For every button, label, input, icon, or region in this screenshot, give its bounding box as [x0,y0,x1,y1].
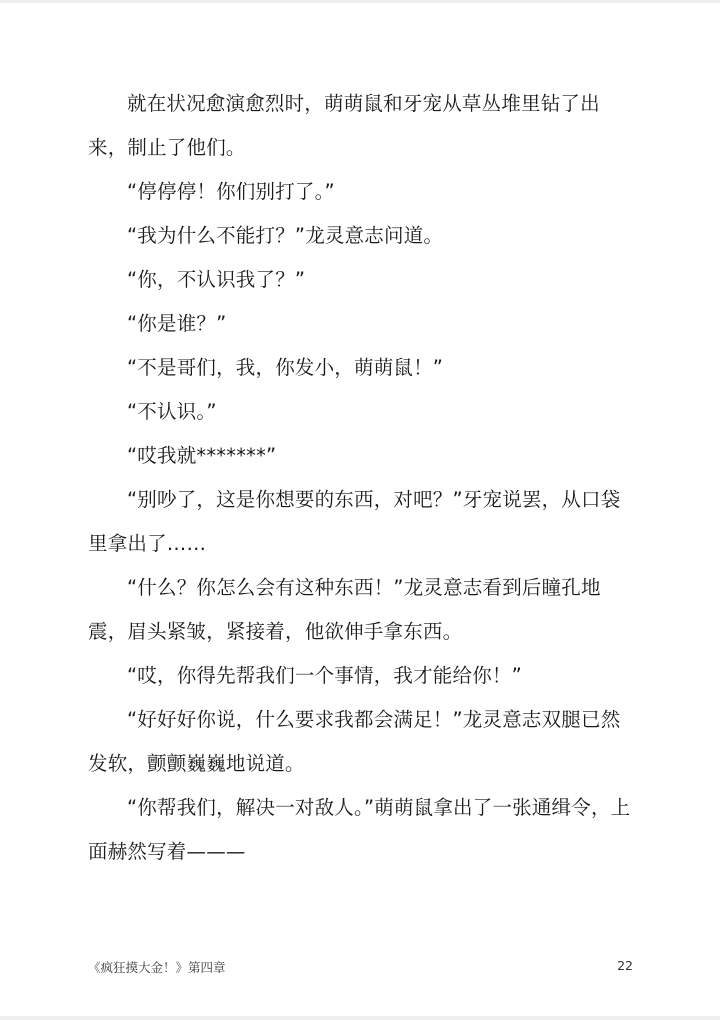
paragraph: “你，不认识我了？” [127,268,306,291]
paragraph: 就在状况愈演愈烈时，萌萌鼠和牙宠从草丛堆里钻了出来，制止了他们。 [88,92,600,159]
paragraph: “哎，你得先帮我们一个事情，我才能给你！” [127,664,522,687]
paragraph: “你是谁？” [127,312,227,335]
footer-book-title: 《疯狂摸大金！》第四章 [88,960,226,975]
page-footer [88,958,633,978]
paragraph: “什么？你怎么会有这种东西！”龙灵意志看到后瞳孔地震，眉头紧皱，紧接着，他欲伸手拿东西。 [88,576,601,643]
page-top-edge [0,0,720,3]
paragraph: “好好好你说，什么要求我都会满足！”龙灵意志双腿已然发软，颤颤巍巍地说道。 [88,708,621,775]
paragraph: “我为什么不能打？”龙灵意志问道。 [127,224,444,247]
paragraph: “哎我就*******” [127,444,277,467]
paragraph: “别吵了，这是你想要的东西，对吧？”牙宠说罢，从口袋里拿出了…… [88,488,621,555]
paragraph: “不认识。” [127,400,217,423]
paragraph: “你帮我们，解决一对敌人。”萌萌鼠拿出了一张通缉令，上面赫然写着——— [88,796,631,863]
paragraph: “不是哥们，我，你发小，萌萌鼠！” [127,356,444,379]
paragraph: “停停停！你们别打了。” [127,180,335,203]
page-number: 22 [617,958,633,973]
page-bottom-edge [0,1016,720,1020]
document-body [88,82,633,874]
